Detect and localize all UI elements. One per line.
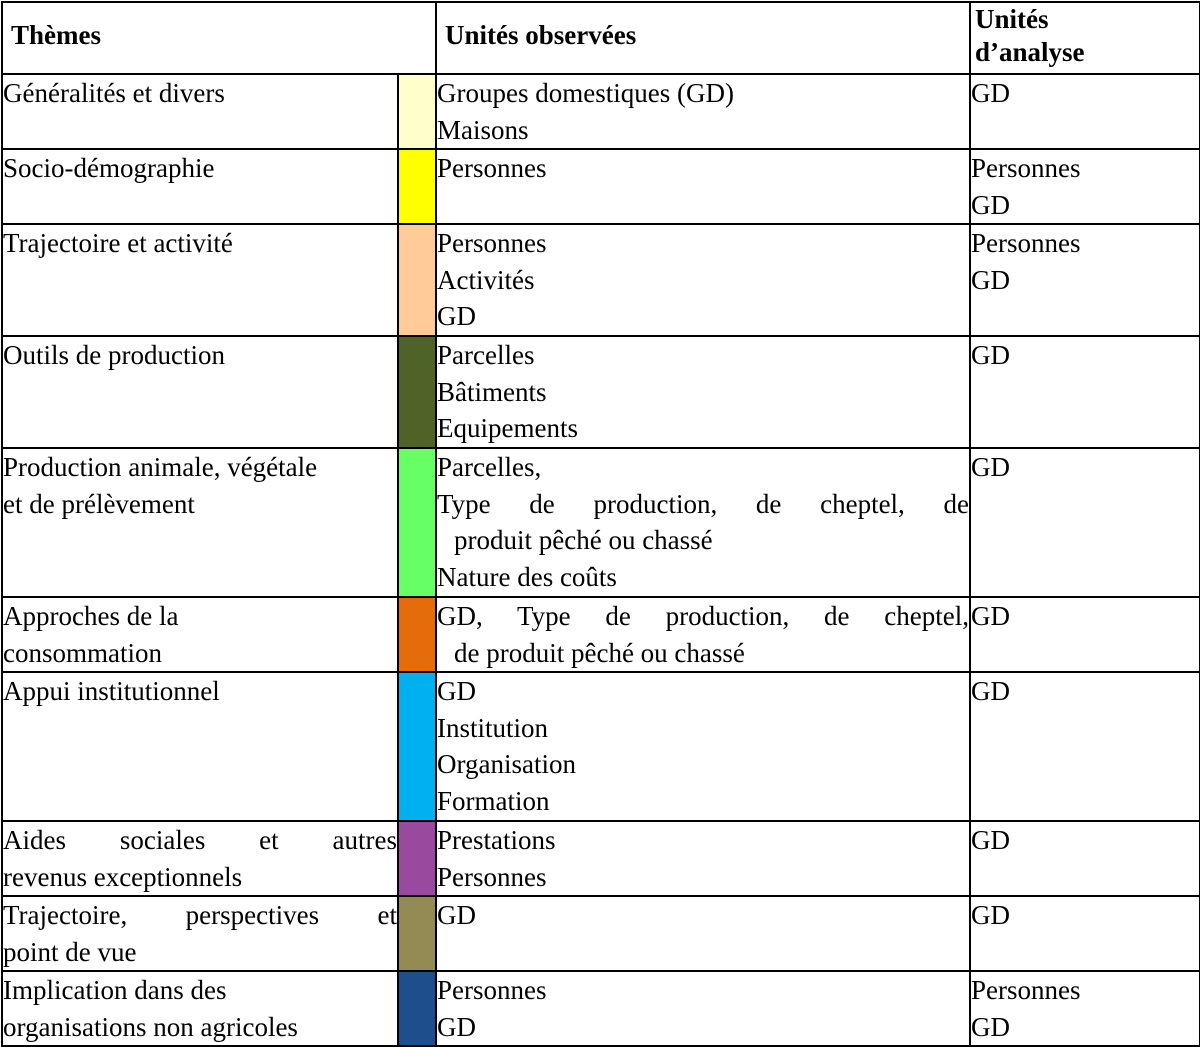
observed-unit: Groupes domestiques (GD) [437, 78, 734, 108]
theme-text: organisations non agricoles [3, 1011, 298, 1042]
observed-units-cell [436, 74, 970, 149]
theme-text: Aides sociales et autres [3, 825, 397, 855]
theme-text: Trajectoire, perspectives et [3, 900, 397, 930]
analysis-unit: GD [971, 1011, 1010, 1042]
theme-color-swatch [398, 448, 436, 597]
analysis-unit: GD [971, 340, 1010, 370]
theme-color-swatch [398, 149, 436, 224]
theme-text: Production animale, végétale [3, 452, 318, 482]
analysis-unit: Personnes [971, 153, 1081, 183]
theme-color-swatch [398, 74, 436, 149]
observed-unit: Activités [437, 264, 535, 295]
analysis-units-cell [970, 672, 1200, 821]
observed-units-cell [436, 971, 970, 1046]
theme-text: point de vue [3, 936, 137, 967]
themes-table [1, 1, 1200, 1047]
theme-cell [2, 821, 398, 896]
table-row [2, 448, 1200, 597]
header-row [2, 2, 1200, 74]
observed-units-cell [436, 821, 970, 896]
header-analysis-line-1: Unités [975, 4, 1049, 34]
observed-unit: Formation [437, 785, 550, 816]
analysis-units-cell [970, 149, 1200, 224]
analysis-units-cell [970, 74, 1200, 149]
observed-units-cell [436, 336, 970, 448]
theme-text: Généralités et divers [3, 78, 225, 108]
observed-unit: GD [437, 676, 476, 706]
analysis-units-cell [970, 896, 1200, 971]
theme-cell [2, 149, 398, 224]
table-row [2, 896, 1200, 971]
observed-unit: Organisation [437, 749, 576, 779]
observed-unit: Type de production, de cheptel, de [437, 488, 969, 519]
observed-units-cell [436, 597, 970, 672]
analysis-unit: GD [971, 676, 1010, 706]
observed-unit: GD, Type de production, de cheptel, [437, 601, 969, 631]
table-row [2, 672, 1200, 821]
observed-units-cell [436, 448, 970, 597]
observed-unit: Personnes [437, 975, 547, 1005]
theme-cell [2, 224, 398, 336]
theme-color-swatch [398, 821, 436, 896]
observed-unit: Personnes [437, 861, 547, 892]
observed-units-cell [436, 672, 970, 821]
analysis-unit: GD [971, 264, 1010, 295]
theme-cell [2, 448, 398, 597]
observed-unit: Institution [437, 712, 549, 743]
observed-unit: Personnes [437, 228, 547, 258]
observed-unit: Prestations [437, 825, 556, 855]
theme-color-swatch [398, 971, 436, 1046]
theme-color-swatch [398, 224, 436, 336]
observed-unit: de produit pêché ou chassé [454, 637, 745, 668]
observed-unit: produit pêché ou chassé [454, 525, 713, 555]
header-analysis-units [970, 2, 1200, 74]
table-row [2, 74, 1200, 149]
analysis-unit: Personnes [971, 975, 1081, 1005]
analysis-units-cell [970, 971, 1200, 1046]
analysis-unit: GD [971, 825, 1010, 855]
analysis-unit: GD [971, 601, 1010, 631]
table-row [2, 971, 1200, 1046]
analysis-units-cell [970, 448, 1200, 597]
observed-units-cell [436, 149, 970, 224]
theme-text: revenus exceptionnels [3, 861, 243, 892]
analysis-unit: GD [971, 900, 1010, 930]
theme-text: Approches de la [3, 601, 179, 631]
theme-cell [2, 336, 398, 448]
analysis-unit: Personnes [971, 228, 1081, 258]
table-row [2, 224, 1200, 336]
theme-text: et de prélèvement [3, 488, 195, 519]
observed-unit: Nature des coûts [437, 561, 617, 592]
theme-cell [2, 597, 398, 672]
analysis-units-cell [970, 821, 1200, 896]
theme-text: Appui institutionnel [3, 676, 220, 706]
theme-cell [2, 672, 398, 821]
theme-color-swatch [398, 336, 436, 448]
observed-unit: Bâtiments [437, 376, 547, 407]
table-row [2, 336, 1200, 448]
observed-unit: Maisons [437, 114, 529, 145]
theme-color-swatch [398, 597, 436, 672]
theme-cell [2, 74, 398, 149]
theme-cell [2, 971, 398, 1046]
analysis-unit: GD [971, 78, 1010, 108]
analysis-unit: GD [971, 189, 1010, 220]
theme-text: Implication dans des [3, 975, 227, 1005]
theme-color-swatch [398, 896, 436, 971]
theme-text: Outils de production [3, 340, 225, 370]
table-row [2, 597, 1200, 672]
observed-unit: Parcelles [437, 340, 535, 370]
analysis-unit: GD [971, 452, 1010, 482]
header-themes: Thèmes [2, 2, 436, 74]
analysis-units-cell [970, 597, 1200, 672]
header-analysis-line-2: d’analyse [975, 37, 1085, 67]
theme-cell [2, 896, 398, 971]
theme-color-swatch [398, 672, 436, 821]
observed-unit: Parcelles, [437, 452, 542, 482]
observed-unit: Equipements [437, 413, 578, 443]
theme-text: Socio-démographie [3, 153, 215, 183]
table-row [2, 821, 1200, 896]
observed-unit: Personnes [437, 153, 547, 183]
analysis-units-cell [970, 224, 1200, 336]
observed-units-cell [436, 224, 970, 336]
observed-units-cell [436, 896, 970, 971]
table-row [2, 149, 1200, 224]
table-body [2, 2, 1200, 1046]
header-observed-units: Unités observées [436, 2, 970, 74]
analysis-units-cell [970, 336, 1200, 448]
observed-unit: GD [437, 1011, 476, 1042]
theme-text: Trajectoire et activité [3, 228, 233, 258]
theme-text: consommation [3, 637, 162, 668]
observed-unit: GD [437, 900, 476, 930]
observed-unit: GD [437, 301, 476, 331]
